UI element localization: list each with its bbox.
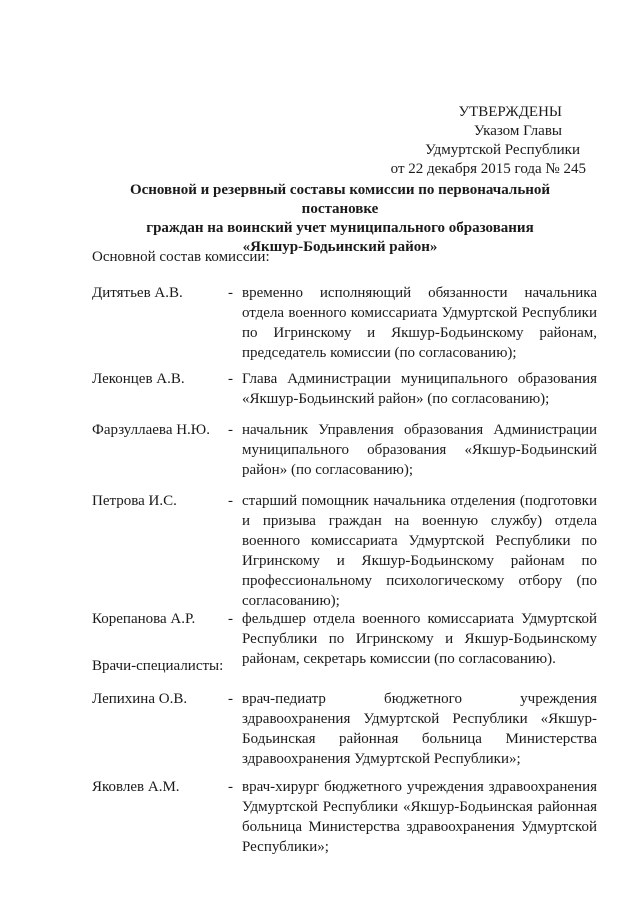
doctor-description: врач-педиатр бюджетного учреждения здравоохранения Удмуртской Республики «Якшур-Бодьинская районная больница Министерства здравоохранения Удмуртской Республики»; xyxy=(242,691,597,767)
doctor-dash: - xyxy=(228,779,233,795)
approval-date: от 22 декабря 2015 года № 245 xyxy=(390,161,586,177)
member-description: старший помощник начальника отделения (подготовки и призыва граждан на военную службу) отдела военного комиссариата Удмуртской Республики по Игринскому и Якшур-Бодьинскому районам по профессиональному психологическому отбору (по согласованию); xyxy=(242,493,597,609)
doctor-name: Яковлев А.М. xyxy=(92,779,180,795)
member-description: Глава Администрации муниципального образования «Якшур-Бодьинский район» (по согласованию); xyxy=(242,371,597,407)
member-name: Петрова И.С. xyxy=(92,493,177,509)
member-dash: - xyxy=(228,285,233,301)
approval-heading: УТВЕРЖДЕНЫ xyxy=(458,104,562,120)
document-title xyxy=(90,181,590,257)
doctor-description: врач-хирург бюджетного учреждения здравоохранения Удмуртской Республики «Якшур-Бодьинская районная больница Министерства здравоохранения Удмуртской Республики»; xyxy=(242,779,597,855)
member-name: Дитятьев А.В. xyxy=(92,285,183,301)
title-line-1: Основной и резервный составы комиссии по первоначальной постановке xyxy=(129,182,551,217)
member-dash: - xyxy=(228,422,233,438)
member-description: временно исполняющий обязанности начальника отдела военного комиссариата Удмуртской Республики по Игринскому и Якшур-Бодьинскому районам, председатель комиссии (по согласованию); xyxy=(242,285,597,361)
member-description: начальник Управления образования Администрации муниципального образования «Якшур-Бодьинский район» (по согласованию); xyxy=(242,422,597,478)
member-dash: - xyxy=(228,371,233,387)
doctor-dash: - xyxy=(228,691,233,707)
member-description: фельдшер отдела военного комиссариата Удмуртской Республики по Игринскому и Якшур-Бодьинскому районам, секретарь комиссии (по согласованию). xyxy=(242,611,597,667)
title-line-2: граждан на воинский учет муниципального образования xyxy=(146,220,534,236)
section-main-heading: Основной состав комиссии: xyxy=(92,249,270,265)
member-name: Корепанова А.Р. xyxy=(92,611,196,627)
member-dash: - xyxy=(228,611,233,627)
member-name: Фарзуллаева Н.Ю. xyxy=(92,422,210,438)
approval-stamp xyxy=(360,103,586,179)
doctor-name: Лепихина О.В. xyxy=(92,691,188,707)
member-dash: - xyxy=(228,493,233,509)
title-line-3: «Якшур-Бодьинский район» xyxy=(242,239,438,255)
approval-authority: Удмуртской Республики xyxy=(425,142,580,158)
section-doctors-heading: Врачи-специалисты: xyxy=(92,658,224,674)
approval-decree: Указом Главы xyxy=(473,123,562,139)
member-name: Леконцев А.В. xyxy=(92,371,185,387)
